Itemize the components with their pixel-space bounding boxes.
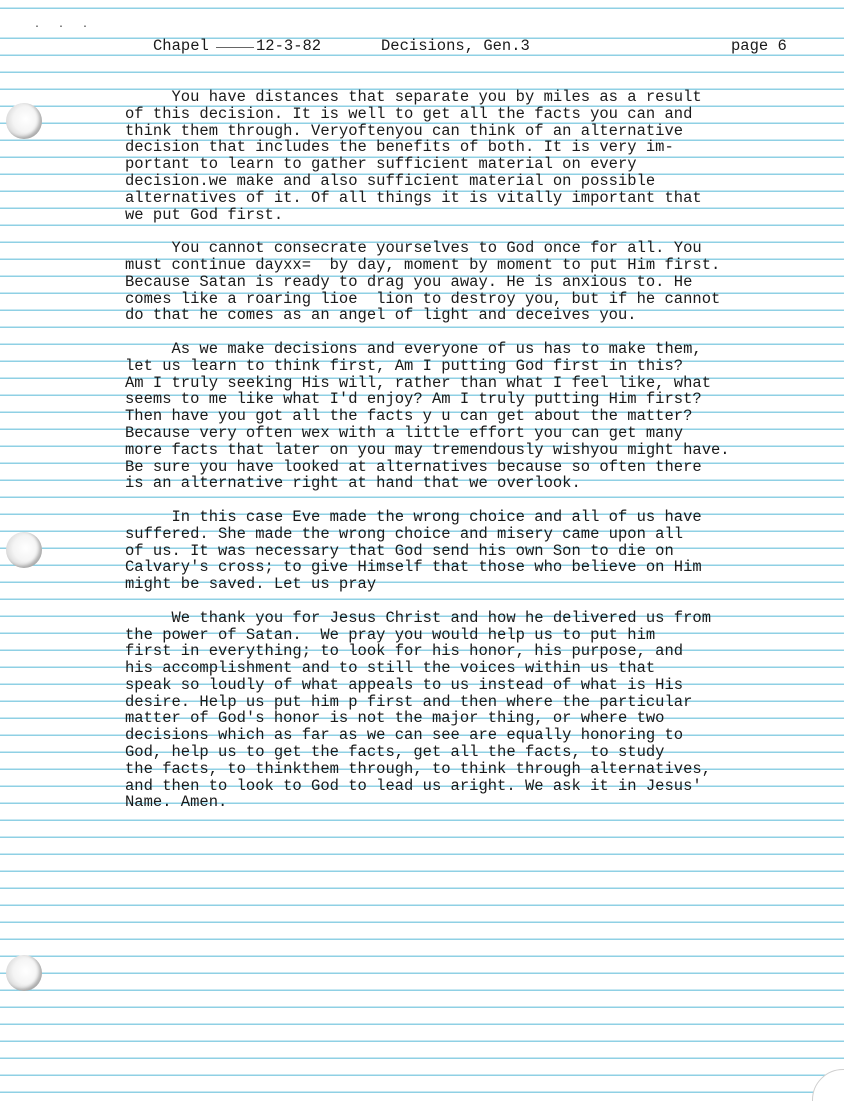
text-line: In this case Eve made the wrong choice and all of us have bbox=[125, 507, 702, 526]
text-line: we put God first. bbox=[125, 205, 284, 224]
text-line: decisions which as far as we can see are equally honoring to bbox=[125, 726, 684, 745]
paragraph-4 bbox=[125, 509, 815, 593]
header-chapel: Chapel bbox=[153, 37, 209, 55]
text-line: Calvary's cross; to give Himself that those who believe on Him bbox=[125, 558, 702, 577]
text-line: You have distances that separate you by miles as a result bbox=[125, 88, 702, 106]
text-line: comes like a roaring lioe lion to destroy you, but if he cannot bbox=[125, 289, 721, 308]
text-line: of this decision. It is well to get all the facts you can and bbox=[125, 104, 693, 123]
text-line: Because Satan is ready to drag you away. He is anxious to. He bbox=[125, 272, 693, 291]
text-line: Because very often wex with a little effort you can get many bbox=[125, 423, 684, 442]
text-line: alternatives of it. Of all things it is vitally important that bbox=[125, 188, 702, 207]
header-date: 12-3-82 bbox=[256, 37, 322, 55]
text-line: matter of God's honor is not the major thing, or where two bbox=[125, 709, 665, 728]
text-line: We thank you for Jesus Christ and how he delivered us from bbox=[125, 608, 711, 627]
text-line: suffered. She made the wrong choice and misery came upon all bbox=[125, 524, 684, 543]
text-line: of us. It was necessary that God send his own Son to die on bbox=[125, 541, 674, 560]
text-line: Then have you got all the facts y u can get about the matter? bbox=[125, 407, 693, 426]
text-line: might be saved. Let us pray bbox=[125, 575, 377, 594]
text-line: portant to learn to gather sufficient material on every bbox=[125, 155, 637, 174]
ink-specks: · · · bbox=[34, 22, 95, 33]
text-line: let us learn to think first, Am I putting God first in this? bbox=[125, 356, 684, 375]
page-corner bbox=[812, 1069, 844, 1101]
text-line: is an alternative right at hand that we overlook. bbox=[125, 474, 581, 493]
text-line: decision.we make and also sufficient material on possible bbox=[125, 171, 656, 190]
punch-hole-middle bbox=[6, 532, 42, 568]
header-dash bbox=[216, 47, 254, 48]
text-line: desire. Help us put him p first and then where the particular bbox=[125, 692, 693, 711]
punch-hole-bottom bbox=[6, 955, 42, 991]
text-line: the power of Satan. We pray you would help us to put him bbox=[125, 625, 656, 644]
text-line: the facts, to thinkthem through, to think through alternatives, bbox=[125, 759, 711, 778]
text-line: and then to look to God to lead us aright. We ask it in Jesus' bbox=[125, 776, 702, 795]
text-line: As we make decisions and everyone of us has to make them, bbox=[125, 339, 702, 358]
text-line: must continue dayxx= by day, moment by moment to put Him first. bbox=[125, 255, 721, 274]
text-line: speak so loudly of what appeals to us instead of what is His bbox=[125, 675, 684, 694]
page-header bbox=[0, 37, 844, 57]
text-line: first in everything; to look for his honor, his purpose, and bbox=[125, 642, 684, 661]
text-line: seems to me like what I'd enjoy? Am I truly putting Him first? bbox=[125, 390, 702, 409]
paragraph-3 bbox=[125, 341, 815, 492]
paragraph-1 bbox=[125, 89, 815, 223]
header-title: Decisions, Gen.3 bbox=[381, 37, 530, 55]
paragraph-5-prayer bbox=[125, 610, 815, 812]
text-line: Am I truly seeking His will, rather than what I feel like, what bbox=[125, 373, 711, 392]
text-line: You cannot consecrate yourselves to God once for all. You bbox=[125, 239, 702, 258]
paragraph-2 bbox=[125, 240, 815, 324]
header-page-number: page 6 bbox=[731, 37, 787, 55]
text-line: God, help us to get the facts, get all the facts, to study bbox=[125, 743, 665, 762]
text-line: Be sure you have looked at alternatives because so often there bbox=[125, 457, 702, 476]
sermon-text bbox=[125, 89, 815, 828]
text-line: think them through. Veryoftenyou can think of an alternative bbox=[125, 121, 684, 140]
text-line: more facts that later on you may tremendously wishyou might have. bbox=[125, 440, 730, 459]
punch-hole-top bbox=[6, 103, 42, 139]
text-line: his accomplishment and to still the voices within us that bbox=[125, 659, 656, 678]
text-line: Name. Amen. bbox=[125, 793, 228, 812]
text-line: do that he comes as an angel of light and deceives you. bbox=[125, 306, 637, 325]
text-line: decision that includes the benefits of both. It is very im- bbox=[125, 138, 674, 157]
